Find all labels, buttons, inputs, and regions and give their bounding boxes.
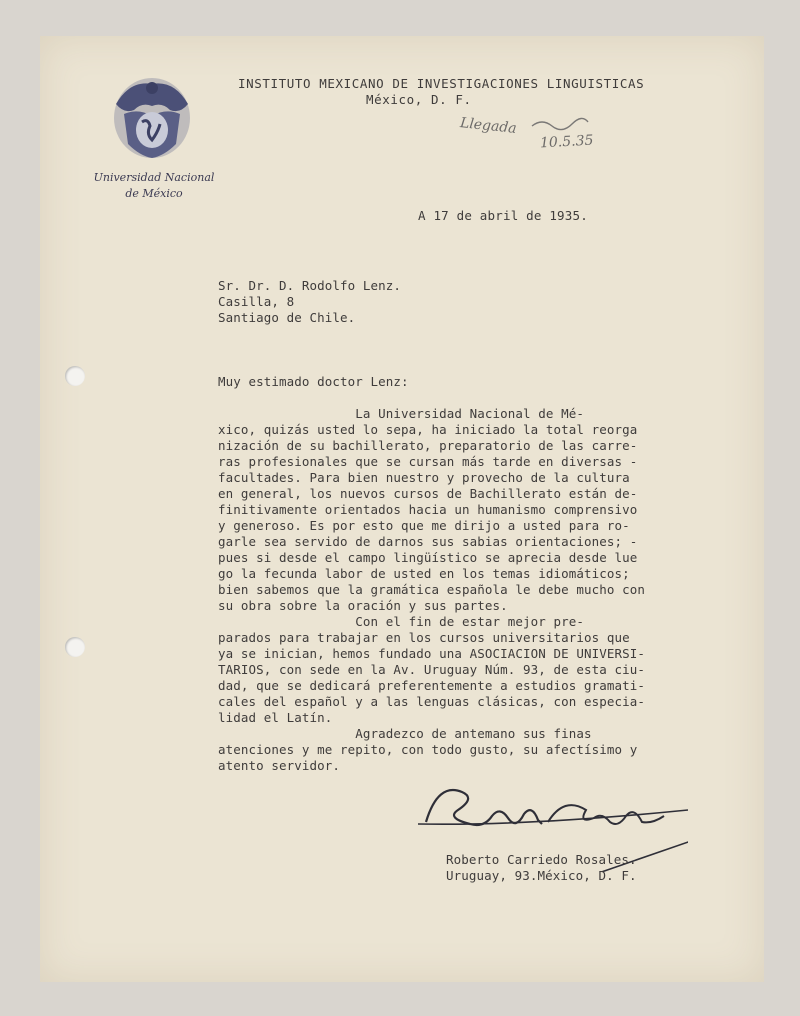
- received-date-annotation: 10.5.35: [539, 132, 594, 152]
- signer-name: Roberto Carriedo Rosales.: [446, 852, 637, 867]
- salutation: Muy estimado doctor Lenz:: [218, 374, 409, 389]
- university-name: Universidad Nacional de México: [93, 171, 215, 200]
- university-seal-icon: [110, 74, 194, 164]
- received-annotation: Llegada: [459, 115, 518, 137]
- paragraph-line: lidad el Latín.: [218, 710, 333, 725]
- paragraph-line: Con el fin de estar mejor pre-: [218, 614, 585, 629]
- paragraph-line: atento servidor.: [218, 758, 341, 773]
- paragraph-line: xico, quizás usted lo sepa, ha iniciado la total reorga: [218, 422, 638, 437]
- paragraph-line: dad, que se dedicará preferentemente a estudios gramati-: [218, 678, 646, 693]
- institute-city: México, D. F.: [366, 92, 472, 107]
- paragraph-line: cales del español y a las lenguas clásicas, con especia-: [218, 694, 646, 709]
- letter-date: A 17 de abril de 1935.: [418, 208, 588, 223]
- paragraph-line: finitivamente orientados hacia un humanismo comprensivo: [218, 502, 638, 517]
- punch-hole-top: [65, 366, 85, 386]
- paragraph-line: su obra sobre la oración y sus partes.: [218, 598, 508, 613]
- strike-scribble: [530, 116, 590, 134]
- recipient-line: Sr. Dr. D. Rodolfo Lenz.: [218, 278, 402, 293]
- paragraph-line: en general, los nuevos cursos de Bachillerato están de-: [218, 486, 638, 501]
- paragraph-line: ya se inician, hemos fundado una ASOCIACION DE UNIVERSI-: [218, 646, 646, 661]
- paragraph-line: go la fecunda labor de usted en los temas idiomáticos;: [218, 566, 630, 581]
- paragraph-line: La Universidad Nacional de Mé-: [218, 406, 585, 421]
- paragraph-line: ras profesionales que se cursan más tarde en diversas -: [218, 454, 638, 469]
- paragraph-line: pues si desde el campo lingüístico se aprecia desde lue: [218, 550, 638, 565]
- paragraph-line: y generoso. Es por esto que me dirijo a usted para ro-: [218, 518, 630, 533]
- signer-address: Uruguay, 93.México, D. F.: [446, 868, 637, 883]
- paragraph-line: atenciones y me repito, con todo gusto, su afectísimo y: [218, 742, 638, 757]
- institute-header: INSTITUTO MEXICANO DE INVESTIGACIONES LINGUISTICAS: [238, 76, 645, 91]
- recipient-line: Casilla, 8: [218, 294, 295, 309]
- punch-hole-bottom: [65, 637, 85, 657]
- paragraph-line: TARIOS, con sede en la Av. Uruguay Núm. 93, de esta ciu-: [218, 662, 646, 677]
- paragraph-line: garle sea servido de darnos sus sabias orientaciones; -: [218, 534, 638, 549]
- paragraph-line: Agradezco de antemano sus finas: [218, 726, 592, 741]
- paragraph-line: bien sabemos que la gramática española le debe mucho con: [218, 582, 646, 597]
- recipient-line: Santiago de Chile.: [218, 310, 356, 325]
- paragraph-line: nización de su bachillerato, preparatorio de las carre-: [218, 438, 638, 453]
- paragraph-line: parados para trabajar en los cursos universitarios que: [218, 630, 630, 645]
- paragraph-line: facultades. Para bien nuestro y provecho de la cultura: [218, 470, 630, 485]
